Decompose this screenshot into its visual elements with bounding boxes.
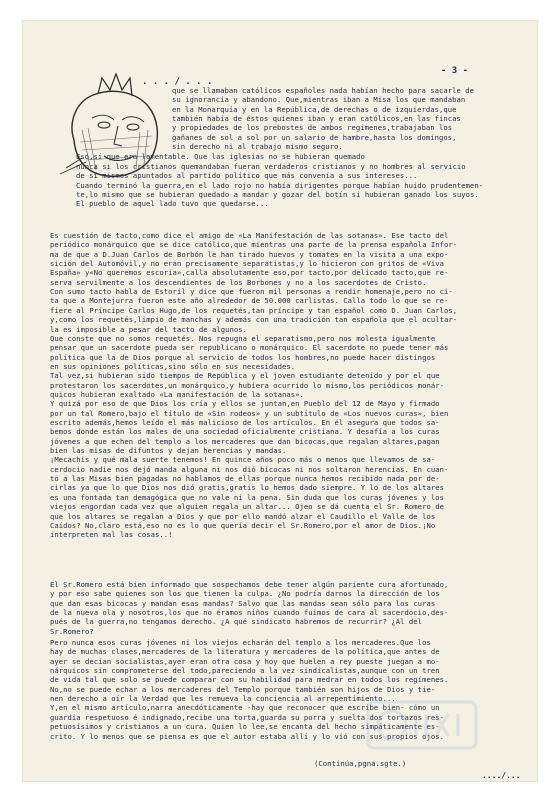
paragraph-4-line: nárquicos sin comprometerse del todo,pareciendo a la vez sindicalistas,aunque con un tren — [50, 666, 440, 676]
paragraph-2-line: y,como los requetés,limpio de manchas y además con una tradición tan española que el ocultar- — [50, 315, 458, 325]
paragraph-1-line: que se llamaban católicos españoles nada habían hecho para sacarle de — [172, 86, 475, 95]
paragraph-2-line: en sus opiniones políticas,sino sólo en sus necesidades. — [50, 361, 296, 371]
continued-mark: ..../... — [482, 771, 521, 780]
paragraph-4-line: hay de muchas clases,mercaderes de la literatura y mercaderes de la política,que antes de — [50, 647, 440, 657]
paragraph-4-line: ayer se decían socialistas,ayer eran otra cosa y hoy que huelen a rey pueste juegan a mo- — [50, 656, 440, 666]
paragraph-2-line: interpreten mal las cosas..! — [50, 530, 173, 540]
paragraph-2-line: periódico monárquico que se dice católico,que mientras una parte de la prensa española Infor- — [50, 240, 458, 250]
paragraph-4-line: Y,en el mismo artículo,narra anecdóticamente -hay que reconocer que escribe bien- cómo un — [50, 703, 440, 713]
paragraph-1-line: Cuando terminó la guerra,en el lado rojo no había dirigentes porque habían huido prudentemen- — [76, 180, 484, 190]
paragraph-1-line: gañanes de sol a sol por un salario de hambre,hasta los domingos, — [172, 132, 457, 142]
paragraph-2-line: quicos hubieran exaltado «La manifestación de la sotanas». — [50, 389, 304, 399]
paragraph-2-line: que los altares se regalan a Dios y que por ello mandó alzar el Caudillo el Valle de los — [50, 511, 436, 521]
paragraph-4-line: crito. Y lo menos que se piensa es que el autor estaba allí y lo vió con sus propios ojos. — [50, 731, 444, 741]
paragraph-2-line: sición del Automóvil,y no eran precisamente separatistas,y lo hicieron con gritos de «Viva — [50, 259, 444, 269]
paragraph-1-line: y propiedades de los prebostes de ambos regímenes,trabajaban los — [172, 123, 453, 133]
paragraph-2-line: la es imposible a pesar del tacto de algunos. — [50, 324, 247, 334]
paragraph-2-line: política que la de Dios porque al servicio de todos los hombres,no puede hacer distingos — [50, 352, 436, 362]
paragraph-1-line: también había de éstos quienes iban y eran católicos,en las fincas — [172, 114, 461, 124]
paragraph-2-line: bemos donde están los males de una sociedad oficialmente cristiana. Y desafía a los curas — [50, 427, 440, 437]
paragraph-1-line: de sí mismos apuntados al partido político que más convenía a sus intereses... — [76, 171, 418, 181]
paragraph-4-line: guardia respetuoso é indignado,recibe una torta,guarda su porra y suelta dos tortazos res- — [50, 712, 444, 722]
paragraph-4-line: Pero nunca esos curas jóvenes ni los viejos echarán del templo a los mercaderes.Que los — [50, 638, 431, 647]
paragraph-4-line: nen derecho a oír la Verdad que les remueva la conciencia al arrepentimiento... — [50, 694, 396, 704]
paragraph-2-line: Es cuestión de tacto,como dice el amigo de «La Manifestación de las sotanas». Ese tacto del — [50, 231, 449, 240]
paragraph-2-line: cirlas ya que lo que Dios nos dió gratis,gratis lo hemos dado siempre. Y lo de los altares — [50, 483, 444, 493]
document-page — [22, 20, 538, 782]
paragraph-2-line: ¡Mecachis y qué mala suerte tenemos! En quince años poco más o menos que llevamos de sa- — [50, 455, 436, 465]
paragraph-2-line: to a las Misas bien pagadas no hablamos de ellas porque nunca hemos recibido nada por de- — [50, 474, 440, 484]
paragraph-2-line: es una fontada tan demagógica que no vale ni la pena. Sin duda que los curas jóvenes y los — [50, 492, 444, 502]
paragraph-1-line: su ignorancia y abandono. Que,mientras iban a Misa los que mandaban — [172, 95, 466, 105]
paragraph-1-line: en la Monarquía y en la República,de derechas o de izquierdas,que — [172, 104, 457, 114]
archive-stamp-icon — [362, 690, 482, 760]
paragraph-4-line: petuosísimos y cristianos a un cura. Quien lo lee,se encanta del hecho simpáticamente es- — [50, 722, 440, 732]
paragraph-4-line: de vida tal que solo se puede comparar con su habilidad para medrar en todos los regímenes. — [50, 675, 449, 685]
paragraph-3-line: El Sr.Romero está bien informado que sospechamos debe tener algún pariente cura afortunado, — [50, 580, 449, 589]
paragraph-2-line: Que conste que no somos requetés. Nos repugna el separatismo,pero nos molesta igualmente — [50, 333, 436, 343]
paragraph-2-line: cerdocio nadie nos dejó manda alguna ni nos dió bicocas ni nos soltaron herencias. En cuan- — [50, 464, 449, 474]
paragraph-2-line: protestaron los sacerdotes,un monárquico,y hubiera ocurrido lo mismo,los periódicos monár- — [50, 380, 444, 390]
paragraph-4-line: No,no se puede echar a los mercaderes del Templo porque también son hijos de Dios y tie- — [50, 684, 436, 694]
paragraph-2-line: serva servilmente a los descendientes de los Borbones y no a los sacerdotes de Cristo. — [50, 277, 427, 287]
paragraph-2-line: viejos engordan cada vez que alguien regala un altar... Ojeo se dá cuenta el Sr. Romero de — [50, 502, 444, 512]
paragraph-2-line: fiere al Príncipe Carlos Hugo,de los requetés,tan príncipe y tan español como D. Juan Carlos, — [50, 305, 458, 315]
paragraph-2-line: pensar que un sacerdote pueda ser republicano o monárquico. El sacerdote no puede tener más — [50, 343, 449, 353]
page-number: - 3 - — [440, 66, 468, 76]
paragraph-3-line: de la nueva ola y nosotros,los que no éramos niños cuando fuimos de cara al sacerdocio,des- — [50, 608, 449, 618]
paragraph-1-line: te,lo mismo que se hubieran quedado a mandar y gozar del botín si hubieran ganado los suyos. — [76, 189, 479, 199]
paragraph-1-line: nunca si los cristianos quemandaban fueran verdaderos cristianos y no hombres al servicio — [76, 161, 466, 171]
paragraph-1-line: sin derecho ni al trabajo mismo seguro. — [172, 142, 343, 152]
paragraph-2-line: Caídos? No,claro está,eso no es lo que quería decir el Sr.Romero,por el amor de Dios.¡No — [50, 520, 436, 530]
continues-note: (Continúa,pgna.sgte.) — [314, 759, 407, 768]
paragraph-1-line: Eso,sí que era lamentable. Que las iglesias no se hubieran quemado — [76, 152, 365, 162]
paragraph-2-line: por un tal Romero,bajo el título de «Sin rodeos» y un subtítulo de «Los nuevos curas», bien — [50, 408, 449, 418]
paragraph-2-line: Tal vez,si hubieran sido tiempos de República y el joven estudiante detenido y por el que — [50, 371, 440, 381]
paragraph-2-line: bien las misas de difuntos y dejan herencias y mandas. — [50, 446, 287, 456]
paragraph-2-line: ma de que a D.Juan Carlos de Borbón le han tirado huevos y tomates en la visita a una expo- — [50, 249, 449, 259]
paragraph-2-line: Con sumo tacto habla de Estoril y dice que fueron mil personas a rendir homenaje,pero no ci- — [50, 287, 453, 297]
paragraph-3-line: que dan esas bicocas y mandan esas mandas? Salvo que las mandas sean sólo para los curas — [50, 598, 436, 608]
paragraph-3-line: Sr.Romero? — [50, 626, 94, 636]
paragraph-2-line: Y quizá por eso de que Dios los cría y ellos se juntan,en Pueblo del 12 de Mayo y firmado — [50, 399, 440, 409]
paragraph-2-line: ta que a Montejurra fueron este año alrededor de 50.000 carlistas. Calla todo lo que se re- — [50, 296, 449, 306]
paragraph-2-line: escrito además,hemos leído el más malicioso de los artículos. En él asegura que todos sa- — [50, 418, 440, 427]
paragraph-3-line: pués de la guerra,no tengamos derecho. ¿A qué sindicato habremos de recurrir? ¿Al del — [50, 617, 423, 627]
paragraph-1-line: El pueblo de aquel lado tuvo que quedarse... — [76, 199, 269, 209]
continuation-mark: . . . / . . . — [142, 77, 213, 87]
paragraph-3-line: y por eso sabe quienes son los que tienen la culpa. ¿No podría darnos la dirección de los — [50, 589, 440, 599]
paragraph-2-line: jóvenes a que echen del templo a los mercaderes que dan bicocas,que regalan altares,pagan — [50, 436, 440, 446]
paragraph-2-line: España» y«No queremos escoria»,calla absolutamente eso,por tacto,por delicado tacto,que re- — [50, 268, 449, 278]
